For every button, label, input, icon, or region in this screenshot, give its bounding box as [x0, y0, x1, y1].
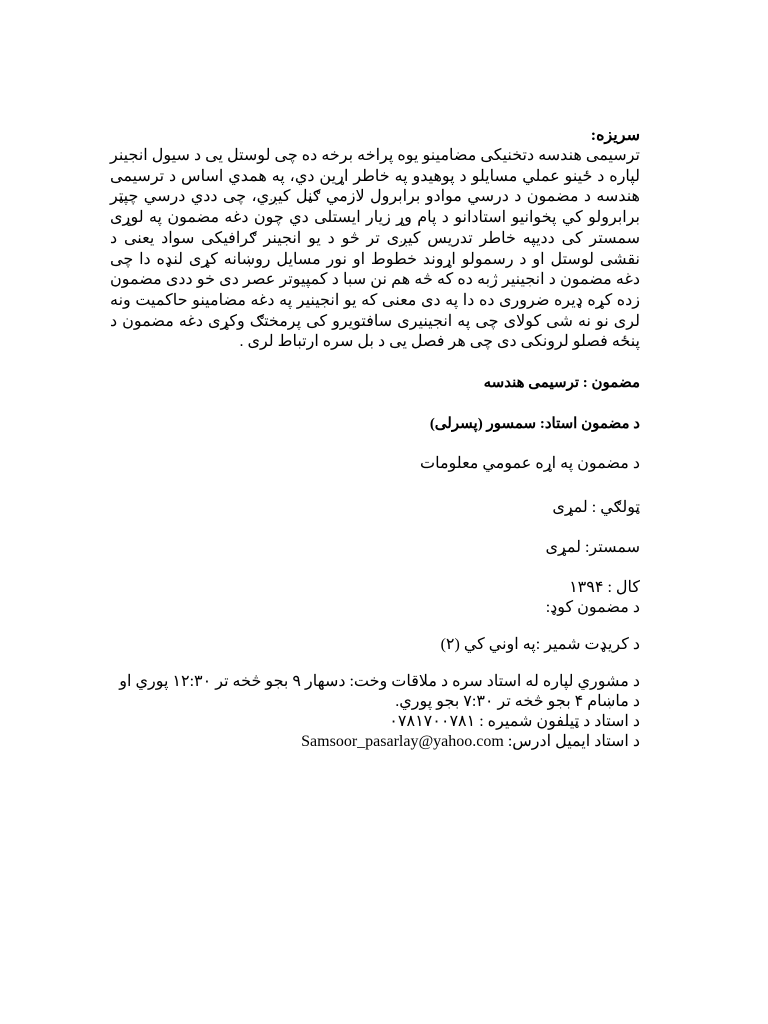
phone-line: د استاد د ټیلفون شمیره : ۰۷۸۱۷۰۰۷۸۱ [389, 713, 640, 731]
credits-line: د کریډت شمیر :په اوني كي (۲) [440, 636, 640, 654]
semester-line: سمستر: لمړی [545, 539, 640, 557]
subject-title: مضمون : ترسیمی هندسه [483, 375, 640, 392]
summary-heading: سریزه: [590, 127, 640, 144]
class-line: ټولګي : لمړی [552, 499, 640, 517]
general-info-heading: د مضمون په اړه عمومي معلومات [420, 455, 640, 473]
subject-teacher: د مضمون استاد: سمسور (پسرلی) [429, 416, 640, 433]
subject-code-line: د مضمون کوډ: [545, 599, 640, 617]
year-line: کال : ۱۳۹۴ [569, 579, 640, 597]
document-page [110, 126, 640, 752]
consultation-line: د مشوري لپاره له استاد سره د ملاقات وخت: دسهار ۹ بجو څخه تر ۱۲:۳۰ پوري او د ماښام ۴ بجو څخه تر ۷:۳۰ بجو پوري. [119, 673, 640, 711]
email-address: Samsoor_pasarlay@yahoo.com [301, 733, 504, 751]
summary-paragraph: ترسیمی هندسه دتخنیکی مضامینو یوه پراخه برخه ده چی لوستل یی د سیول انجینر لپاره د ځینو عملي مسایلو د پوهیدو په خاطر اړین دي، په همدي اساس د ترسیمی هندسه د مضمون د درسي موادو برابرول لازمي ګڼل کیږي، چی ددي درسي چپټر برابرولو کي پخوانیو استادانو د پام وړ زیار ایستلی دي چون دغه مضمون په لوړی سمستر کی دديپه خاطر تدریس کیږی تر څو د یو انجینر ګرافیکی سواد یعنی د نقشی لوستل او د رسمولو اړوند خطوط او نور مسایل روښانه کړی لنډه دا چی دغه مضمون د انجینیر ژبه ده که څه هم نن سبا د کمپیوتر عصر دی خو ددی مضمون زده کړه ډیره ضروری ده دا په دی معنی که یو انجینیر په دغه مضامینو حاکمیت ونه لری نو نه شی کولای چی په انجینیری سافتویرو کی پرمختګ وکړی دغه مضمون د پنځه فصلو لرونکی دی چی هر فصل یی د بل سره ارتباط لری . [110, 147, 640, 351]
email-line [110, 732, 640, 752]
email-label: د استاد ایمیل ادرس: [507, 733, 640, 751]
